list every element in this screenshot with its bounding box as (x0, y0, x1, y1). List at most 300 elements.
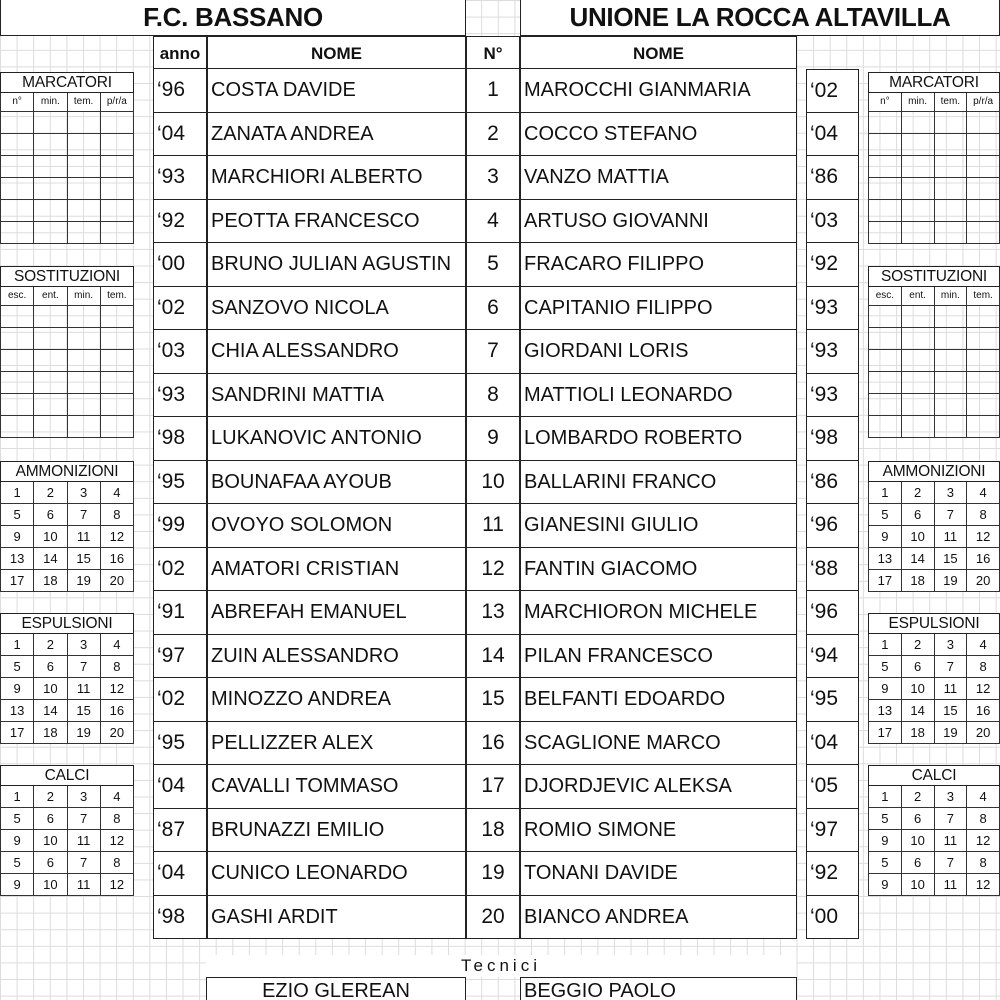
espulsioni-grid-cell[interactable]: 5 (0, 656, 34, 678)
marcatori-entry-cell[interactable] (902, 112, 935, 134)
marcatori-entry-cell[interactable] (967, 156, 1000, 178)
calci-grid-cell[interactable]: 6 (902, 808, 935, 830)
sostituzioni-entry-cell[interactable] (967, 306, 1000, 328)
sostituzioni-entry-cell[interactable] (101, 372, 134, 394)
sostituzioni-entry-cell[interactable] (967, 372, 1000, 394)
espulsioni-grid-cell[interactable]: 2 (34, 634, 67, 656)
marcatori-entry-cell[interactable] (101, 200, 134, 222)
espulsioni-grid-cell[interactable]: 12 (101, 678, 134, 700)
sostituzioni-entry-cell[interactable] (34, 328, 67, 350)
ammonizioni-grid-cell[interactable]: 16 (101, 548, 134, 570)
sostituzioni-entry-cell[interactable] (868, 372, 902, 394)
marcatori-entry-row[interactable] (0, 156, 134, 178)
calci-grid-cell[interactable]: 7 (935, 808, 968, 830)
sostituzioni-entry-row[interactable] (0, 306, 134, 328)
sostituzioni-entry-cell[interactable] (902, 328, 935, 350)
marcatori-entry-cell[interactable] (967, 112, 1000, 134)
away-year: ‘88 (806, 548, 859, 592)
sostituzioni-title: SOSTITUZIONI (0, 266, 134, 287)
sostituzioni-entry-cell[interactable] (868, 394, 902, 416)
ammonizioni-grid-cell[interactable]: 18 (902, 570, 935, 592)
espulsioni-grid-cell[interactable]: 15 (935, 700, 968, 722)
marcatori-entry-cell[interactable] (935, 156, 968, 178)
marcatori-entry-cell[interactable] (0, 112, 34, 134)
ammonizioni-grid-row (868, 548, 1000, 570)
marcatori-entry-cell[interactable] (967, 134, 1000, 156)
away-year: ‘00 (806, 896, 859, 940)
ammonizioni-grid-cell[interactable]: 9 (868, 526, 902, 548)
marcatori-entry-cell[interactable] (868, 112, 902, 134)
ammonizioni-grid-cell[interactable]: 20 (101, 570, 134, 592)
calci-grid-cell[interactable]: 12 (101, 830, 134, 852)
ammonizioni-grid-cell[interactable]: 14 (902, 548, 935, 570)
sostituzioni-entry-row[interactable] (868, 328, 1000, 350)
marcatori-entry-cell[interactable] (935, 222, 968, 244)
marcatori-entry-row[interactable] (868, 156, 1000, 178)
marcatori-entry-cell[interactable] (68, 156, 101, 178)
ammonizioni-grid-row (0, 570, 134, 592)
away-year: ‘92 (806, 852, 859, 896)
marcatori-entry-cell[interactable] (902, 222, 935, 244)
sostituzioni-entry-cell[interactable] (868, 328, 902, 350)
marcatori-entry-cell[interactable] (68, 222, 101, 244)
marcatori-entry-cell[interactable] (967, 178, 1000, 200)
sostituzioni-entry-row[interactable] (868, 394, 1000, 416)
home-player-name: MARCHIORI ALBERTO (207, 156, 466, 200)
marcatori-entry-cell[interactable] (101, 134, 134, 156)
marcatori-entry-cell[interactable] (68, 134, 101, 156)
home-year: ‘96 (153, 69, 207, 113)
sostituzioni-entry-row[interactable] (868, 372, 1000, 394)
sostituzioni-entry-cell[interactable] (34, 394, 67, 416)
sostituzioni-entry-cell[interactable] (0, 372, 34, 394)
marcatori-entry-row[interactable] (0, 134, 134, 156)
ammonizioni-grid-cell[interactable]: 11 (935, 526, 968, 548)
calci-grid-cell[interactable]: 8 (101, 852, 134, 874)
sostituzioni-entry-cell[interactable] (868, 306, 902, 328)
ammonizioni-grid-cell[interactable]: 15 (68, 548, 101, 570)
ammonizioni-grid-cell[interactable]: 9 (0, 526, 34, 548)
ammonizioni-grid-cell[interactable]: 13 (0, 548, 34, 570)
ammonizioni-grid-cell[interactable]: 1 (0, 482, 34, 504)
marcatori-entry-cell[interactable] (101, 156, 134, 178)
espulsioni-grid-cell[interactable]: 3 (935, 634, 968, 656)
sostituzioni-entry-row[interactable] (868, 306, 1000, 328)
ammonizioni-grid-cell[interactable]: 15 (935, 548, 968, 570)
sostituzioni-entry-cell[interactable] (935, 306, 968, 328)
ammonizioni-grid-cell[interactable]: 4 (967, 482, 1000, 504)
away-coach: BEGGIO PAOLO (520, 977, 797, 1000)
away-player-name: GIORDANI LORIS (520, 330, 797, 374)
away-player-name: MAROCCHI GIANMARIA (520, 69, 797, 113)
espulsioni-grid-cell[interactable]: 10 (902, 678, 935, 700)
marcatori-entry-cell[interactable] (902, 178, 935, 200)
ammonizioni-grid-cell[interactable]: 18 (34, 570, 67, 592)
espulsioni-grid-row (0, 722, 134, 744)
sostituzioni-entry-row[interactable] (868, 416, 1000, 438)
marcatori-entry-cell[interactable] (868, 200, 902, 222)
away-player-name: COCCO STEFANO (520, 113, 797, 157)
marcatori-entry-cell[interactable] (868, 222, 902, 244)
sostituzioni-entry-row[interactable] (0, 328, 134, 350)
header-numero: N° (466, 36, 520, 69)
shirt-number: 12 (466, 548, 520, 592)
sostituzioni-entry-cell[interactable] (101, 350, 134, 372)
home-year: ‘93 (153, 374, 207, 418)
marcatori-entry-cell[interactable] (935, 200, 968, 222)
sostituzioni-entry-cell[interactable] (68, 350, 101, 372)
espulsioni-grid-cell[interactable]: 18 (34, 722, 67, 744)
marcatori-entry-cell[interactable] (68, 112, 101, 134)
sostituzioni-column-header: tem. (101, 287, 134, 306)
calci-grid-cell[interactable]: 12 (967, 830, 1000, 852)
ammonizioni-grid-cell[interactable]: 19 (935, 570, 968, 592)
shirt-number: 11 (466, 504, 520, 548)
ammonizioni-grid-cell[interactable]: 6 (34, 504, 67, 526)
home-player-name: MINOZZO ANDREA (207, 678, 466, 722)
marcatori-entry-cell[interactable] (34, 200, 67, 222)
calci-grid-cell[interactable]: 9 (0, 874, 34, 896)
marcatori-column-header: p/r/a (967, 93, 1000, 112)
espulsioni-grid-cell[interactable]: 18 (902, 722, 935, 744)
sostituzioni-entry-cell[interactable] (34, 306, 67, 328)
calci-grid-cell[interactable]: 5 (0, 852, 34, 874)
home-player-name: BRUNAZZI EMILIO (207, 809, 466, 853)
marcatori-entry-cell[interactable] (0, 156, 34, 178)
calci-grid-cell[interactable]: 6 (34, 852, 67, 874)
sostituzioni-entry-cell[interactable] (34, 416, 67, 438)
sostituzioni-entry-cell[interactable] (0, 416, 34, 438)
sostituzioni-entry-row[interactable] (0, 372, 134, 394)
marcatori-entry-row[interactable] (868, 134, 1000, 156)
marcatori-column-headers (868, 93, 1000, 112)
tecnici-label: Tecnici (206, 955, 796, 977)
away-player-name: PILAN FRANCESCO (520, 635, 797, 679)
ammonizioni-grid-cell[interactable]: 8 (101, 504, 134, 526)
shirt-number: 10 (466, 461, 520, 505)
ammonizioni-grid-cell[interactable]: 11 (68, 526, 101, 548)
calci-grid-cell[interactable]: 10 (902, 874, 935, 896)
shirt-number: 3 (466, 156, 520, 200)
ammonizioni-grid-cell[interactable]: 10 (902, 526, 935, 548)
marcatori-entry-cell[interactable] (902, 156, 935, 178)
calci-grid-cell[interactable]: 9 (868, 874, 902, 896)
calci-grid-cell[interactable]: 9 (868, 830, 902, 852)
shirt-number: 17 (466, 765, 520, 809)
away-player-name: TONANI DAVIDE (520, 852, 797, 896)
marcatori-entry-cell[interactable] (935, 112, 968, 134)
calci-grid-cell[interactable]: 11 (68, 874, 101, 896)
sostituzioni-entry-cell[interactable] (967, 394, 1000, 416)
espulsioni-grid-cell[interactable]: 3 (68, 634, 101, 656)
sostituzioni-entry-cell[interactable] (902, 416, 935, 438)
ammonizioni-grid-cell[interactable]: 16 (967, 548, 1000, 570)
sostituzioni-entry-cell[interactable] (0, 394, 34, 416)
home-player-name: OVOYO SOLOMON (207, 504, 466, 548)
calci-grid-cell[interactable]: 3 (935, 786, 968, 808)
espulsioni-grid-cell[interactable]: 19 (68, 722, 101, 744)
calci-grid-cell[interactable]: 12 (967, 874, 1000, 896)
espulsioni-grid-row (868, 678, 1000, 700)
sostituzioni-entry-cell[interactable] (101, 416, 134, 438)
away-player-name: BALLARINI FRANCO (520, 461, 797, 505)
ammonizioni-grid-cell[interactable]: 17 (868, 570, 902, 592)
sostituzioni-entry-cell[interactable] (902, 394, 935, 416)
marcatori-column-header: tem. (935, 93, 968, 112)
sostituzioni-entry-row[interactable] (0, 394, 134, 416)
sostituzioni-entry-cell[interactable] (935, 416, 968, 438)
espulsioni-grid-cell[interactable]: 16 (101, 700, 134, 722)
ammonizioni-grid-cell[interactable]: 12 (101, 526, 134, 548)
ammonizioni-grid-cell[interactable]: 5 (868, 504, 902, 526)
marcatori-entry-cell[interactable] (0, 178, 34, 200)
ammonizioni-grid-cell[interactable]: 12 (967, 526, 1000, 548)
marcatori-column-header: tem. (68, 93, 101, 112)
calci-grid-cell[interactable]: 5 (0, 808, 34, 830)
calci-grid-cell[interactable]: 6 (34, 808, 67, 830)
sostituzioni-entry-cell[interactable] (935, 350, 968, 372)
espulsioni-grid-cell[interactable]: 8 (101, 656, 134, 678)
ammonizioni-grid-cell[interactable]: 7 (68, 504, 101, 526)
marcatori-entry-row[interactable] (0, 222, 134, 244)
calci-grid-row (0, 852, 134, 874)
sostituzioni-entry-cell[interactable] (902, 306, 935, 328)
espulsioni-grid-cell[interactable]: 7 (935, 656, 968, 678)
home-year: ‘02 (153, 548, 207, 592)
marcatori-entry-row[interactable] (868, 112, 1000, 134)
marcatori-entry-cell[interactable] (0, 200, 34, 222)
ammonizioni-grid-cell[interactable]: 3 (935, 482, 968, 504)
ammonizioni-grid-cell[interactable]: 17 (0, 570, 34, 592)
espulsioni-grid-cell[interactable]: 5 (868, 656, 902, 678)
espulsioni-grid-cell[interactable]: 2 (902, 634, 935, 656)
home-year: ‘91 (153, 591, 207, 635)
shirt-number: 16 (466, 722, 520, 766)
calci-grid-cell[interactable]: 1 (868, 786, 902, 808)
marcatori-entry-cell[interactable] (868, 156, 902, 178)
sostituzioni-entry-row[interactable] (0, 350, 134, 372)
espulsioni-grid-cell[interactable]: 4 (101, 634, 134, 656)
calci-grid-cell[interactable]: 2 (902, 786, 935, 808)
marcatori-entry-row[interactable] (868, 222, 1000, 244)
home-year: ‘04 (153, 765, 207, 809)
ammonizioni-grid-row (868, 482, 1000, 504)
sostituzioni-entry-cell[interactable] (935, 328, 968, 350)
ammonizioni-grid-cell[interactable]: 19 (68, 570, 101, 592)
espulsioni-grid-cell[interactable]: 13 (0, 700, 34, 722)
marcatori-entry-row[interactable] (868, 200, 1000, 222)
espulsioni-grid-cell[interactable]: 9 (868, 678, 902, 700)
calci-title: CALCI (0, 765, 134, 786)
ammonizioni-title: AMMONIZIONI (868, 461, 1000, 482)
calci-grid-cell[interactable]: 10 (34, 874, 67, 896)
sostituzioni-entry-cell[interactable] (101, 328, 134, 350)
espulsioni-grid-cell[interactable]: 12 (967, 678, 1000, 700)
calci-title: CALCI (868, 765, 1000, 786)
sostituzioni-entry-cell[interactable] (101, 306, 134, 328)
marcatori-entry-cell[interactable] (902, 134, 935, 156)
marcatori-entry-cell[interactable] (902, 200, 935, 222)
sostituzioni-entry-cell[interactable] (902, 372, 935, 394)
espulsioni-grid-cell[interactable]: 4 (967, 634, 1000, 656)
sostituzioni-entry-cell[interactable] (868, 416, 902, 438)
espulsioni-grid-cell[interactable]: 6 (34, 656, 67, 678)
calci-grid-cell[interactable]: 11 (68, 830, 101, 852)
marcatori-entry-cell[interactable] (34, 134, 67, 156)
ammonizioni-grid-cell[interactable]: 8 (967, 504, 1000, 526)
espulsioni-grid-cell[interactable]: 11 (68, 678, 101, 700)
away-year: ‘02 (806, 69, 859, 113)
marcatori-entry-row[interactable] (868, 178, 1000, 200)
shirt-number: 2 (466, 113, 520, 157)
shirt-number: 20 (466, 896, 520, 940)
sostituzioni-entry-cell[interactable] (68, 372, 101, 394)
espulsioni-grid-cell[interactable]: 9 (0, 678, 34, 700)
espulsioni-grid-cell[interactable]: 17 (0, 722, 34, 744)
marcatori-entry-cell[interactable] (34, 222, 67, 244)
sostituzioni-entry-cell[interactable] (0, 328, 34, 350)
calci-grid-cell[interactable]: 4 (967, 786, 1000, 808)
ammonizioni-grid-row (0, 482, 134, 504)
espulsioni-grid-cell[interactable]: 10 (34, 678, 67, 700)
sostituzioni-entry-cell[interactable] (935, 394, 968, 416)
espulsioni-grid-row (0, 656, 134, 678)
marcatori-entry-cell[interactable] (101, 112, 134, 134)
espulsioni-grid-cell[interactable]: 20 (967, 722, 1000, 744)
calci-grid-cell[interactable]: 7 (68, 808, 101, 830)
away-year: ‘93 (806, 330, 859, 374)
sostituzioni-entry-cell[interactable] (967, 328, 1000, 350)
sostituzioni-entry-cell[interactable] (68, 416, 101, 438)
sostituzioni-entry-row[interactable] (868, 350, 1000, 372)
ammonizioni-grid-cell[interactable]: 5 (0, 504, 34, 526)
calci-grid-cell[interactable]: 1 (0, 786, 34, 808)
marcatori-entry-cell[interactable] (34, 156, 67, 178)
marcatori-entry-cell[interactable] (68, 200, 101, 222)
calci-grid-cell[interactable]: 10 (34, 830, 67, 852)
calci-grid-cell[interactable]: 10 (902, 830, 935, 852)
sostituzioni-entry-cell[interactable] (34, 350, 67, 372)
calci-grid-cell[interactable]: 8 (967, 808, 1000, 830)
calci-grid-cell[interactable]: 7 (935, 852, 968, 874)
espulsioni-grid-cell[interactable]: 11 (935, 678, 968, 700)
ammonizioni-grid-cell[interactable]: 4 (101, 482, 134, 504)
marcatori-entry-cell[interactable] (101, 178, 134, 200)
ammonizioni-grid-cell[interactable]: 3 (68, 482, 101, 504)
sostituzioni-entry-cell[interactable] (0, 350, 34, 372)
espulsioni-grid-cell[interactable]: 14 (902, 700, 935, 722)
ammonizioni-grid-cell[interactable]: 20 (967, 570, 1000, 592)
calci-grid-cell[interactable]: 4 (101, 786, 134, 808)
away-year: ‘94 (806, 635, 859, 679)
marcatori-entry-row[interactable] (0, 178, 134, 200)
marcatori-entry-row[interactable] (0, 200, 134, 222)
ammonizioni-grid-cell[interactable]: 6 (902, 504, 935, 526)
calci-grid-cell[interactable]: 8 (101, 808, 134, 830)
home-player-name: COSTA DAVIDE (207, 69, 466, 113)
home-year: ‘98 (153, 896, 207, 940)
sostituzioni-entry-cell[interactable] (34, 372, 67, 394)
espulsioni-grid-cell[interactable]: 6 (902, 656, 935, 678)
sostituzioni-entry-cell[interactable] (0, 306, 34, 328)
espulsioni-grid-cell[interactable]: 13 (868, 700, 902, 722)
sostituzioni-entry-cell[interactable] (935, 372, 968, 394)
espulsioni-grid-cell[interactable]: 15 (68, 700, 101, 722)
espulsioni-grid-cell[interactable]: 7 (68, 656, 101, 678)
calci-grid-row (0, 874, 134, 896)
away-player-name: FRACARO FILIPPO (520, 243, 797, 287)
espulsioni-grid-cell[interactable]: 1 (0, 634, 34, 656)
espulsioni-grid-cell[interactable]: 1 (868, 634, 902, 656)
calci-grid-cell[interactable]: 3 (68, 786, 101, 808)
home-player-name: ZUIN ALESSANDRO (207, 635, 466, 679)
ammonizioni-grid-cell[interactable]: 7 (935, 504, 968, 526)
espulsioni-grid-cell[interactable]: 20 (101, 722, 134, 744)
marcatori-entry-cell[interactable] (34, 178, 67, 200)
marcatori-entry-cell[interactable] (68, 178, 101, 200)
espulsioni-grid-cell[interactable]: 14 (34, 700, 67, 722)
calci-grid-cell[interactable]: 6 (902, 852, 935, 874)
marcatori-entry-cell[interactable] (868, 134, 902, 156)
calci-grid-cell[interactable]: 11 (935, 830, 968, 852)
ammonizioni-grid-cell[interactable]: 1 (868, 482, 902, 504)
shirt-number: 14 (466, 635, 520, 679)
sostituzioni-entry-row[interactable] (0, 416, 134, 438)
espulsioni-grid-cell[interactable]: 19 (935, 722, 968, 744)
shirt-number: 15 (466, 678, 520, 722)
sostituzioni-entry-cell[interactable] (967, 416, 1000, 438)
ammonizioni-grid-cell[interactable]: 10 (34, 526, 67, 548)
espulsioni-grid-cell[interactable]: 16 (967, 700, 1000, 722)
marcatori-entry-cell[interactable] (34, 112, 67, 134)
marcatori-entry-cell[interactable] (0, 134, 34, 156)
espulsioni-grid-cell[interactable]: 8 (967, 656, 1000, 678)
calci-grid-cell[interactable]: 5 (868, 808, 902, 830)
calci-grid-cell[interactable]: 2 (34, 786, 67, 808)
marcatori-entry-row[interactable] (0, 112, 134, 134)
marcatori-entry-cell[interactable] (935, 178, 968, 200)
away-year: ‘96 (806, 591, 859, 635)
calci-grid-cell[interactable]: 5 (868, 852, 902, 874)
sostituzioni-entry-cell[interactable] (68, 328, 101, 350)
marcatori-entry-cell[interactable] (967, 222, 1000, 244)
calci-grid-cell[interactable]: 7 (68, 852, 101, 874)
marcatori-column-header: n° (868, 93, 902, 112)
ammonizioni-grid-cell[interactable]: 14 (34, 548, 67, 570)
calci-grid-cell[interactable]: 9 (0, 830, 34, 852)
sostituzioni-entry-cell[interactable] (967, 350, 1000, 372)
sostituzioni-entry-cell[interactable] (902, 350, 935, 372)
calci-grid-cell[interactable]: 12 (101, 874, 134, 896)
sostituzioni-entry-cell[interactable] (68, 306, 101, 328)
marcatori-entry-cell[interactable] (935, 134, 968, 156)
marcatori-entry-cell[interactable] (101, 222, 134, 244)
calci-grid-cell[interactable]: 11 (935, 874, 968, 896)
calci-grid-cell[interactable]: 8 (967, 852, 1000, 874)
marcatori-entry-cell[interactable] (0, 222, 34, 244)
marcatori-entry-cell[interactable] (868, 178, 902, 200)
home-player-name: LUKANOVIC ANTONIO (207, 417, 466, 461)
sostituzioni-entry-cell[interactable] (101, 394, 134, 416)
sostituzioni-entry-cell[interactable] (68, 394, 101, 416)
espulsioni-grid-cell[interactable]: 17 (868, 722, 902, 744)
ammonizioni-grid-cell[interactable]: 2 (902, 482, 935, 504)
ammonizioni-grid-cell[interactable]: 2 (34, 482, 67, 504)
shirt-number: 1 (466, 69, 520, 113)
sostituzioni-entry-cell[interactable] (868, 350, 902, 372)
marcatori-entry-cell[interactable] (967, 200, 1000, 222)
ammonizioni-grid-cell[interactable]: 13 (868, 548, 902, 570)
